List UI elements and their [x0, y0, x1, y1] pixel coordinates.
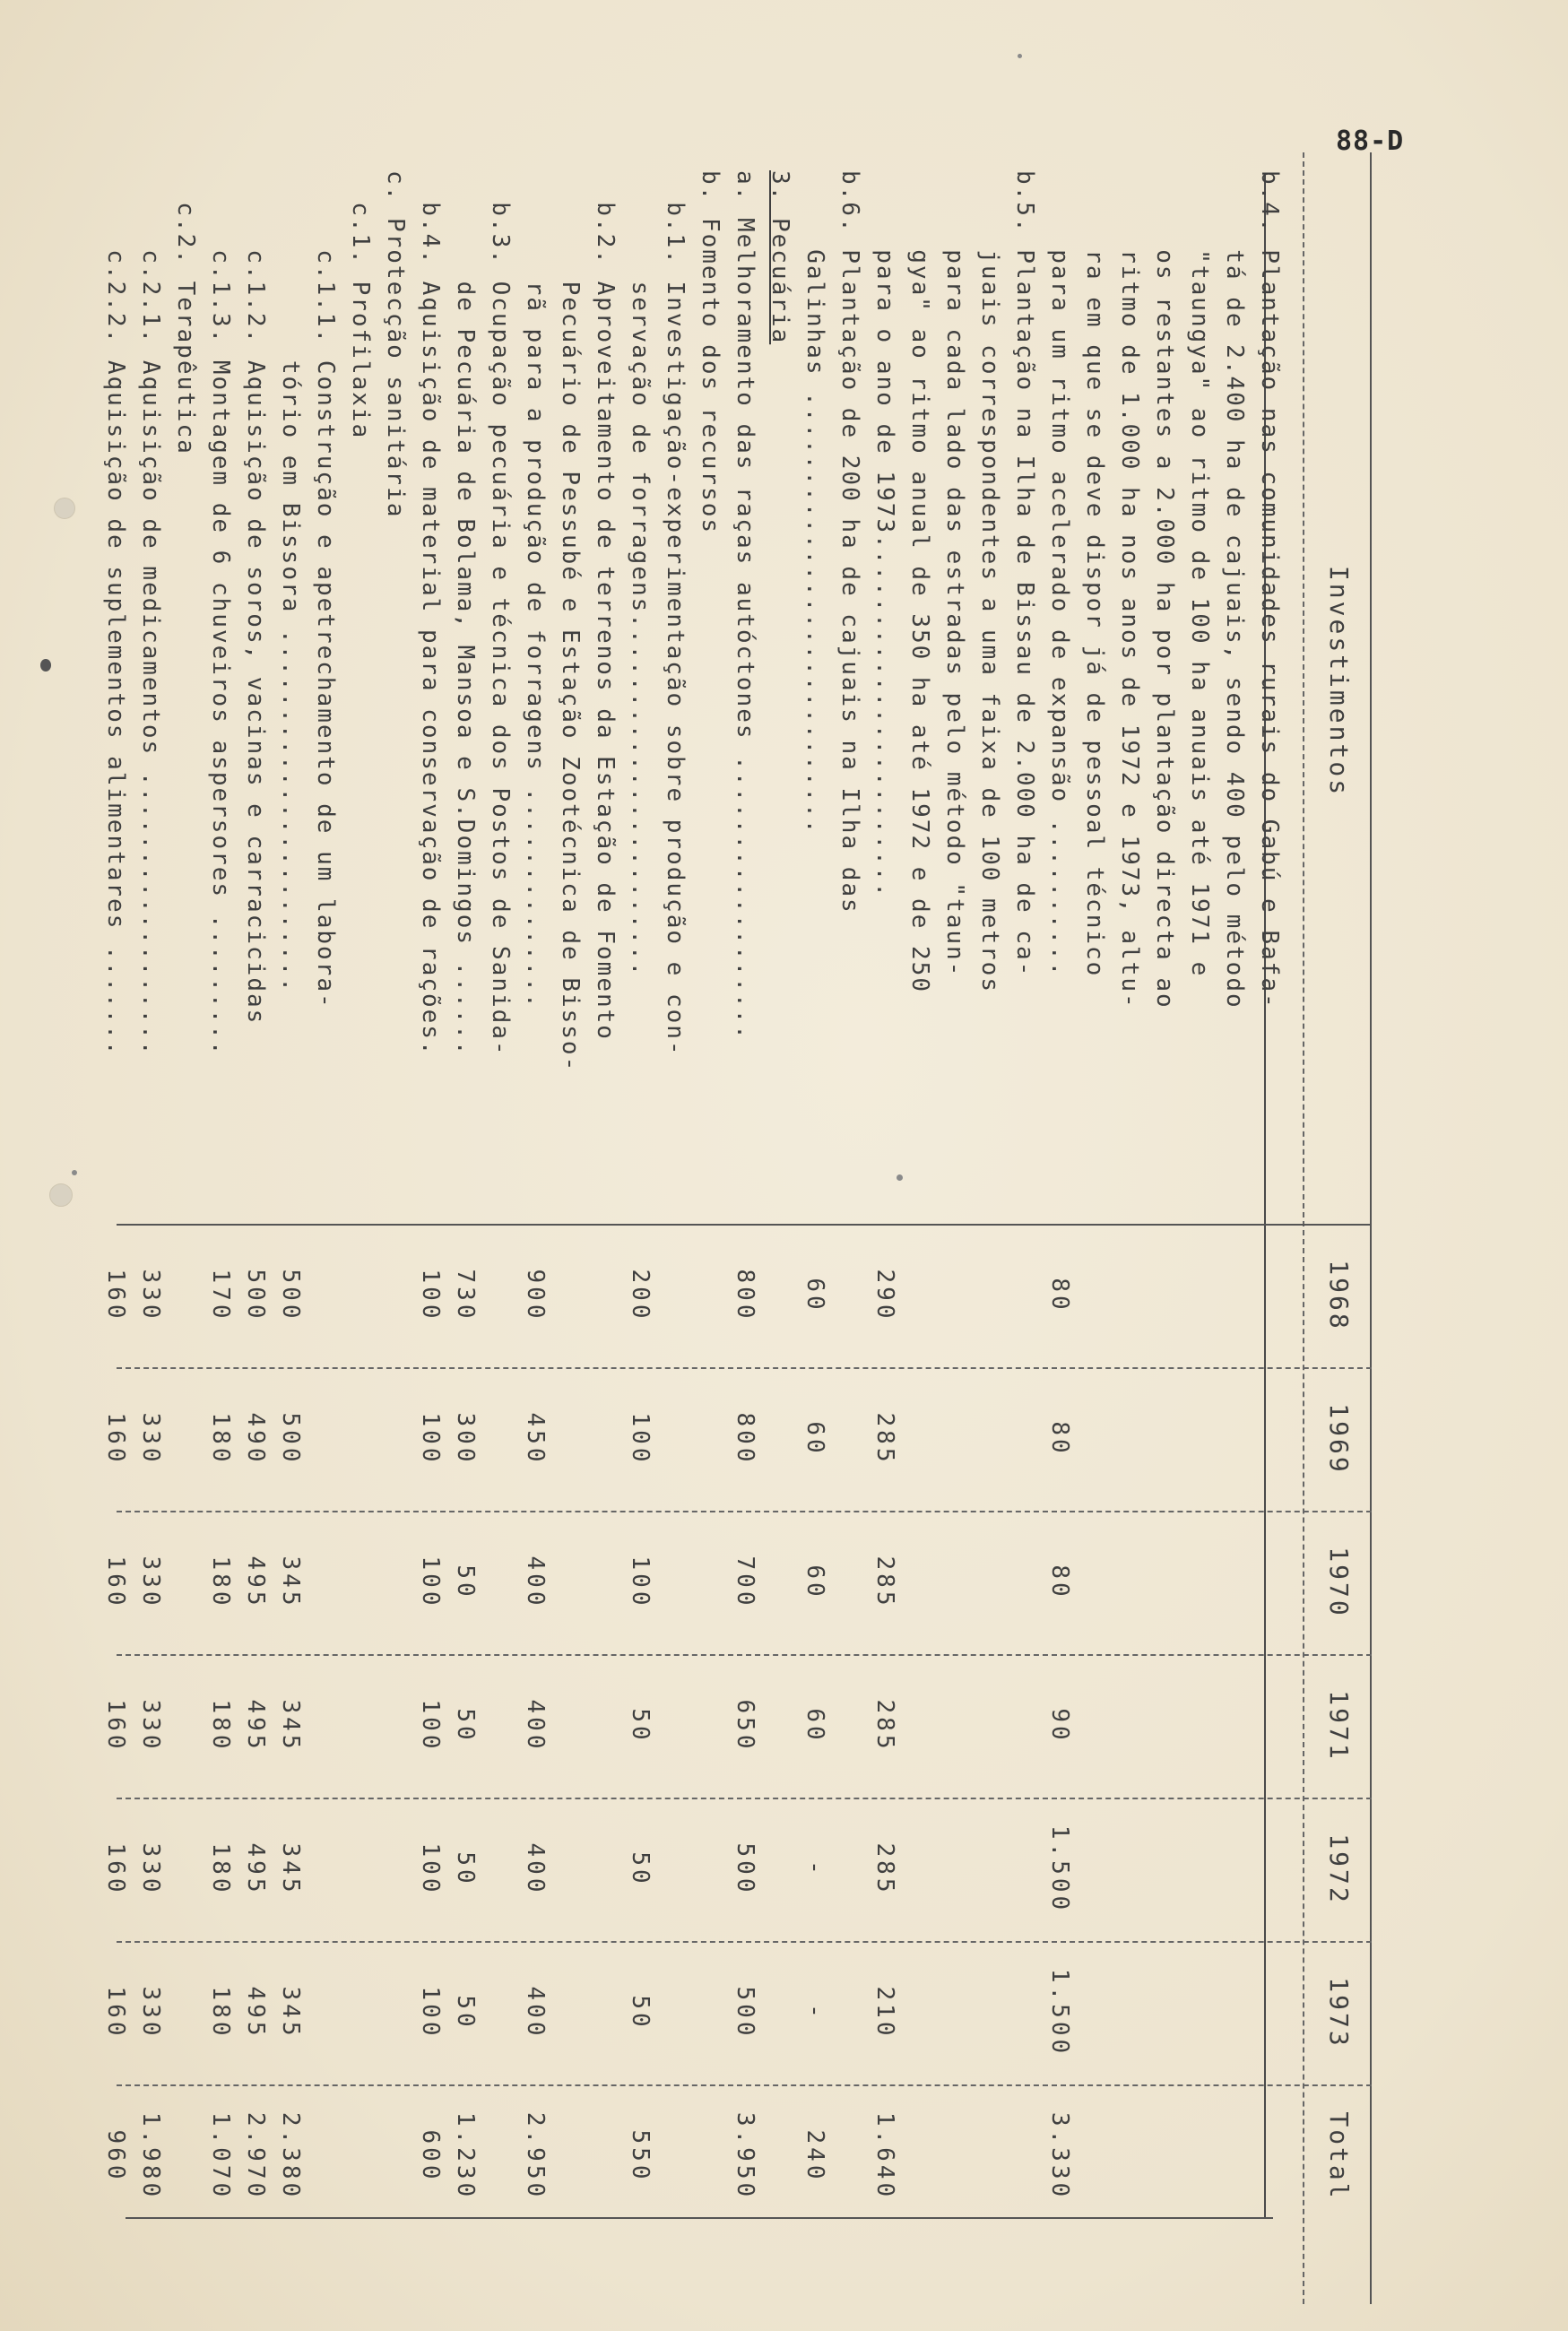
row-description: Galinhas ............................ — [801, 170, 828, 836]
row-description: b.4. Plantação nas comunidades rurais do Gabú e Bafa- — [1256, 170, 1283, 1010]
row-description: c.1.3. Montagem de 6 chuveiros aspersores ......... — [207, 170, 234, 1057]
row-value: 50 — [452, 1564, 479, 1600]
row-description: a. Melhoramento das raças autóctones .................. — [732, 170, 758, 1041]
row-value: 500 — [277, 1269, 304, 1322]
table-row — [482, 152, 517, 2304]
row-value: 3.950 — [732, 2111, 758, 2201]
row-value: 285 — [871, 1699, 898, 1753]
page-number: 88-D — [1336, 126, 1405, 157]
row-value: 100 — [417, 1699, 444, 1753]
row-description: juais correspondentes a uma faixa de 100 metros — [976, 170, 1003, 993]
table-row — [517, 152, 552, 2304]
row-value: 285 — [871, 1842, 898, 1896]
row-value: 290 — [871, 1269, 898, 1322]
table-row — [1007, 152, 1042, 2304]
row-value: 60 — [801, 1564, 828, 1600]
row-value: 210 — [871, 1986, 898, 2040]
row-value: 1.070 — [207, 2111, 234, 2201]
row-value: 80 — [1046, 1421, 1073, 1457]
row-value: 3.330 — [1046, 2111, 1073, 2201]
row-value: 100 — [417, 1269, 444, 1322]
row-value: 180 — [207, 1699, 234, 1753]
row-value: 330 — [137, 1555, 164, 1609]
row-value: 400 — [522, 1842, 549, 1896]
row-description: b.4. Aquisição de material para conservação de rações. — [417, 170, 444, 1057]
row-value: 800 — [732, 1412, 758, 1466]
row-value: 90 — [1046, 1708, 1073, 1744]
table-row — [238, 152, 273, 2304]
row-value: 50 — [627, 1851, 654, 1887]
row-value: 180 — [207, 1842, 234, 1896]
row-value: 240 — [801, 2129, 828, 2183]
punch-hole — [49, 1183, 73, 1207]
row-description: ra em que se deve dispor já de pessoal técnico — [1081, 170, 1108, 978]
row-value: 490 — [242, 1412, 269, 1466]
row-value: 730 — [452, 1269, 479, 1322]
row-description: b.6. Plantação de 200 ha de cajuais na Ilha das — [836, 170, 863, 914]
row-value: 2.950 — [522, 2111, 549, 2201]
table-row — [552, 152, 587, 2304]
row-value: 495 — [242, 1842, 269, 1896]
column-header-1970: 1970 — [1324, 1547, 1354, 1618]
row-value: 50 — [452, 1995, 479, 2031]
column-header-investimentos: Investimentos — [1324, 565, 1354, 798]
table-row — [1252, 152, 1286, 2304]
table-row — [1077, 152, 1112, 2304]
row-value: 100 — [627, 1555, 654, 1609]
table-row — [797, 152, 832, 2304]
row-value: 285 — [871, 1412, 898, 1466]
table-row — [657, 152, 692, 2304]
row-value: 345 — [277, 1842, 304, 1896]
ink-speck — [1018, 54, 1022, 58]
row-value: 160 — [102, 1842, 129, 1896]
row-value: 800 — [732, 1269, 758, 1322]
row-value: 345 — [277, 1986, 304, 2040]
row-value: 285 — [871, 1555, 898, 1609]
row-description: tório em Bissora ....................... — [277, 170, 304, 993]
table-row — [1042, 152, 1077, 2304]
ink-speck — [72, 1170, 77, 1175]
table-row — [832, 152, 867, 2304]
row-value: 60 — [801, 1708, 828, 1744]
row-description: c.1.1. Construção e apetrechamento de um labora- — [312, 170, 339, 1010]
row-value: 160 — [102, 1555, 129, 1609]
table-row — [937, 152, 972, 2304]
table-row — [342, 152, 377, 2304]
row-value: 330 — [137, 1842, 164, 1896]
table-row — [902, 152, 937, 2304]
row-description: para um ritmo acelerado de expansão .......... — [1046, 170, 1073, 978]
row-description: c.1.2. Aquisição de soros, vacinas e carracicidas — [242, 170, 269, 1026]
row-value: 700 — [732, 1555, 758, 1609]
row-description: ritmo de 1.000 ha nos anos de 1972 e 1973, altu- — [1116, 170, 1143, 1010]
row-description: servação de forragens....................... — [627, 170, 654, 978]
header-rule-dashed — [1303, 152, 1304, 2304]
row-value: 500 — [277, 1412, 304, 1466]
row-description: tá de 2.400 ha de cajuais, sendo 400 pelo método — [1221, 170, 1248, 1010]
row-value: 60 — [801, 1421, 828, 1457]
table-row — [762, 152, 797, 2304]
table-top-rule — [1370, 152, 1372, 2304]
row-value: 80 — [1046, 1564, 1073, 1600]
row-value: 600 — [417, 2129, 444, 2183]
row-value: 60 — [801, 1278, 828, 1313]
row-value: 650 — [732, 1699, 758, 1753]
row-description: "taungya" ao ritmo de 100 ha anuais até 1971 e — [1186, 170, 1213, 978]
row-description: 3. Pecuária — [767, 170, 793, 345]
column-header-1972: 1972 — [1324, 1833, 1354, 1905]
row-description: os restantes a 2.000 ha por plantação directa ao — [1151, 170, 1178, 1010]
ink-speck — [897, 1174, 903, 1181]
row-description: de Pecuária de Bolama, Mansoa e S.Domingos ...... — [452, 170, 479, 1057]
row-description: b. Fomento dos recursos — [697, 170, 723, 535]
row-value: 400 — [522, 1986, 549, 2040]
row-value: 330 — [137, 1699, 164, 1753]
row-value: 80 — [1046, 1278, 1073, 1313]
row-description: b.2. Aproveitamento de terrenos da Estação de Fomento — [592, 170, 619, 1041]
table-row — [98, 152, 133, 2304]
row-value: 330 — [137, 1269, 164, 1322]
row-value: 100 — [627, 1412, 654, 1466]
row-value: - — [801, 1860, 828, 1878]
row-value: 1.500 — [1046, 1968, 1073, 2058]
column-header-1971: 1971 — [1324, 1690, 1354, 1762]
row-value: 160 — [102, 1412, 129, 1466]
row-value: 160 — [102, 1269, 129, 1322]
table-row — [1112, 152, 1147, 2304]
investment-table — [102, 152, 1372, 2304]
row-value: 180 — [207, 1986, 234, 2040]
row-value: 345 — [277, 1699, 304, 1753]
row-value: 1.640 — [871, 2111, 898, 2201]
column-header-1968: 1968 — [1324, 1260, 1354, 1331]
table-row — [412, 152, 447, 2304]
row-value: 1.500 — [1046, 1824, 1073, 1914]
table-row — [447, 152, 482, 2304]
row-value: 200 — [627, 1269, 654, 1322]
table-body — [98, 152, 1286, 2304]
row-value: 2.970 — [242, 2111, 269, 2201]
row-value: 500 — [732, 1986, 758, 2040]
row-value: 160 — [102, 1986, 129, 2040]
row-value: 2.380 — [277, 2111, 304, 2201]
table-row — [622, 152, 657, 2304]
table-row — [692, 152, 727, 2304]
row-description: c. Protecção sanitária — [382, 170, 409, 519]
row-value: 300 — [452, 1412, 479, 1466]
row-description: c.2.2. Aquisição de suplementos alimentares ....... — [102, 170, 129, 1057]
row-value: 450 — [522, 1412, 549, 1466]
row-description: b.1. Investigação-experimentação sobre produção e con- — [662, 170, 689, 1057]
row-value: 170 — [207, 1269, 234, 1322]
table-row — [727, 152, 762, 2304]
row-value: 345 — [277, 1555, 304, 1609]
table-row — [168, 152, 203, 2304]
row-description: gya" ao ritmo anual de 350 ha até 1972 e de 250 — [906, 170, 933, 993]
table-row — [133, 152, 168, 2304]
column-header-1973: 1973 — [1324, 1977, 1354, 2049]
table-row — [203, 152, 238, 2304]
column-header-total: Total — [1324, 2111, 1354, 2201]
row-value: 960 — [102, 2129, 129, 2183]
table-row — [1182, 152, 1217, 2304]
row-value: 100 — [417, 1412, 444, 1466]
row-description: para o ano de 1973....................... — [871, 170, 898, 899]
punch-hole — [54, 498, 75, 519]
row-value: 100 — [417, 1842, 444, 1896]
row-value: 1.980 — [137, 2111, 164, 2201]
table-row — [1217, 152, 1252, 2304]
row-value: 100 — [417, 1986, 444, 2040]
row-value: - — [801, 2004, 828, 2022]
row-value: 160 — [102, 1699, 129, 1753]
row-value: 50 — [627, 1995, 654, 2031]
row-description: c.2. Terapêutica — [172, 170, 199, 455]
row-value: 1.230 — [452, 2111, 479, 2201]
row-value: 180 — [207, 1555, 234, 1609]
row-description: para cada lado das estradas pelo método "taun- — [941, 170, 968, 978]
row-value: 100 — [417, 1555, 444, 1609]
row-value: 50 — [452, 1708, 479, 1744]
row-value: 330 — [137, 1986, 164, 2040]
row-value: 500 — [732, 1842, 758, 1896]
ink-speck — [40, 659, 51, 672]
row-value: 500 — [242, 1269, 269, 1322]
row-value: 495 — [242, 1986, 269, 2040]
row-value: 550 — [627, 2129, 654, 2183]
row-description: rã para a produção de forragens .............. — [522, 170, 549, 1010]
table-row — [308, 152, 342, 2304]
row-value: 400 — [522, 1699, 549, 1753]
row-value: 180 — [207, 1412, 234, 1466]
row-value: 330 — [137, 1412, 164, 1466]
row-description: c.2.1. Aquisição de medicamentos .................. — [137, 170, 164, 1057]
column-header-1969: 1969 — [1324, 1403, 1354, 1475]
row-value: 50 — [627, 1708, 654, 1744]
table-row — [587, 152, 622, 2304]
row-value: 900 — [522, 1269, 549, 1322]
table-row — [273, 152, 308, 2304]
row-description: c.1. Profilaxia — [347, 170, 374, 440]
table-row — [1147, 152, 1182, 2304]
table-row — [377, 152, 412, 2304]
row-value: 495 — [242, 1699, 269, 1753]
table-row — [867, 152, 902, 2304]
row-description: b.5. Plantação na Ilha de Bissau de 2.000 ha de ca- — [1011, 170, 1038, 978]
row-value: 495 — [242, 1555, 269, 1609]
table-row — [972, 152, 1007, 2304]
row-value: 50 — [452, 1851, 479, 1887]
row-description: b.3. Ocupação pecuária e técnica dos Postos de Sanida- — [487, 170, 514, 1057]
row-description: Pecuário de Pessubé e Estação Zootécnica de Bisso- — [557, 170, 584, 1073]
row-value: 400 — [522, 1555, 549, 1609]
